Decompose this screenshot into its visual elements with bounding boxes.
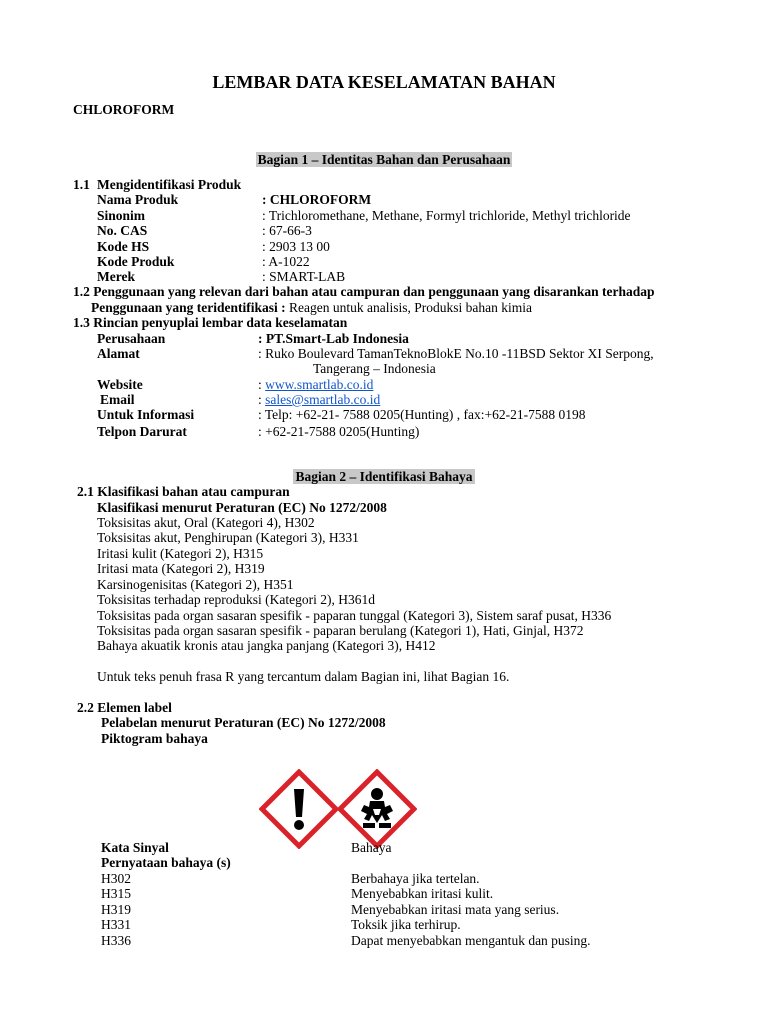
- field-value: : SMART-LAB: [262, 269, 346, 284]
- hazard-code: H319: [101, 902, 131, 917]
- hazard-code: H336: [101, 933, 131, 948]
- hazard-text: Menyebabkan iritasi kulit.: [351, 886, 494, 901]
- field-label: Merek: [97, 269, 135, 284]
- health-hazard-pictogram-icon: [337, 769, 417, 849]
- s12-use-value: Reagen untuk analisis, Produksi bahan kimia: [289, 300, 532, 315]
- hazard-statements-label: Pernyataan bahaya (s): [101, 855, 231, 870]
- field-value: : A-1022: [262, 254, 310, 269]
- email-label: Email: [100, 392, 135, 407]
- hazard-text: Dapat menyebabkan mengantuk dan pusing.: [351, 933, 591, 948]
- s12-use: [91, 300, 532, 316]
- address-label: Alamat: [97, 346, 140, 361]
- s13-heading: 1.3 Rincian penyuplai lembar data keselamatan: [73, 315, 348, 330]
- s22-heading: 2.2 Elemen label: [77, 700, 172, 715]
- s21-heading: 2.1 Klasifikasi bahan atau campuran: [77, 484, 290, 499]
- emergency-value: : +62-21-7588 0205(Hunting): [258, 424, 420, 439]
- website-row: [258, 377, 373, 393]
- s11-num: 1.1: [73, 177, 90, 192]
- section1-header-text: Bagian 1 – Identitas Bahan dan Perusahaan: [257, 152, 511, 167]
- pictogram-label: Piktogram bahaya: [101, 731, 208, 746]
- field-value: : 2903 13 00: [262, 239, 330, 254]
- signal-label: Kata Sinyal: [101, 840, 169, 855]
- info-label: Untuk Informasi: [97, 407, 195, 422]
- address-line2: Tangerang – Indonesia: [313, 361, 436, 376]
- s11-heading: Mengidentifikasi Produk: [97, 177, 242, 192]
- hazard-code: H302: [101, 871, 131, 886]
- hazard-code: H315: [101, 886, 131, 901]
- classification-item: Toksisitas pada organ sasaran spesifik - paparan tunggal (Kategori 3), Sistem saraf pusat, H336: [97, 608, 612, 623]
- s22-subheading: Pelabelan menurut Peraturan (EC) No 1272/2008: [101, 715, 386, 730]
- page-title: LEMBAR DATA KESELAMATAN BAHAN: [212, 72, 556, 92]
- section1-header: [0, 152, 768, 168]
- classification-item: Toksisitas akut, Penghirupan (Kategori 3), H331: [97, 530, 359, 545]
- s12-use-label: Penggunaan yang teridentifikasi :: [91, 300, 286, 315]
- field-label: Sinonim: [97, 208, 146, 223]
- hazard-code: H331: [101, 917, 131, 932]
- note-text: Untuk teks penuh frasa R yang tercantum dalam Bagian ini, lihat Bagian 16.: [97, 669, 510, 684]
- signal-value: Bahaya: [351, 840, 392, 855]
- exclamation-mark-pictogram-icon: [259, 769, 339, 849]
- classification-item: Toksisitas terhadap reproduksi (Kategori 2), H361d: [97, 592, 375, 607]
- field-label: Kode Produk: [97, 254, 175, 269]
- field-label: Nama Produk: [97, 192, 179, 207]
- s21-subheading: Klasifikasi menurut Peraturan (EC) No 1272/2008: [97, 500, 387, 515]
- hazard-text: Menyebabkan iritasi mata yang serius.: [351, 902, 560, 917]
- classification-item: Iritasi mata (Kategori 2), H319: [97, 561, 265, 576]
- s12-heading: 1.2 Penggunaan yang relevan dari bahan atau campuran dan penggunaan yang disarankan terhadap: [73, 284, 655, 299]
- section2-header-text: Bagian 2 – Identifikasi Bahaya: [295, 469, 473, 484]
- hazard-text: Berbahaya jika tertelan.: [351, 871, 480, 886]
- company-label: Perusahaan: [97, 331, 166, 346]
- classification-item: Iritasi kulit (Kategori 2), H315: [97, 546, 264, 561]
- classification-item: Toksisitas akut, Oral (Kategori 4), H302: [97, 515, 315, 530]
- classification-item: Karsinogenisitas (Kategori 2), H351: [97, 577, 294, 592]
- email-link[interactable]: sales@smartlab.co.id: [265, 392, 381, 407]
- field-value: : 67-66-3: [262, 223, 312, 238]
- field-value: : CHLOROFORM: [262, 192, 372, 207]
- emergency-label: Telpon Darurat: [97, 424, 187, 439]
- field-label: No. CAS: [97, 223, 148, 238]
- email-colon: :: [258, 392, 262, 407]
- field-value: : Trichloromethane, Methane, Formyl trichloride, Methyl trichloride: [262, 208, 631, 223]
- product-heading: CHLOROFORM: [73, 102, 175, 117]
- website-colon: :: [258, 377, 262, 392]
- info-value: : Telp: +62-21- 7588 0205(Hunting) , fax:+62-21-7588 0198: [258, 407, 586, 422]
- section2-header: [0, 469, 768, 485]
- website-link[interactable]: www.smartlab.co.id: [265, 377, 374, 392]
- email-row: [258, 392, 380, 408]
- hazard-text: Toksik jika terhirup.: [351, 917, 461, 932]
- company-value: : PT.Smart-Lab Indonesia: [258, 331, 409, 346]
- classification-item: Toksisitas pada organ sasaran spesifik - paparan berulang (Kategori 1), Hati, Ginjal, H372: [97, 623, 584, 638]
- website-label: Website: [97, 377, 143, 392]
- address-line1: : Ruko Boulevard TamanTeknoBlokE No.10 -11BSD Sektor XI Serpong,: [258, 346, 654, 361]
- classification-item: Bahaya akuatik kronis atau jangka panjang (Kategori 3), H412: [97, 638, 436, 653]
- field-label: Kode HS: [97, 239, 150, 254]
